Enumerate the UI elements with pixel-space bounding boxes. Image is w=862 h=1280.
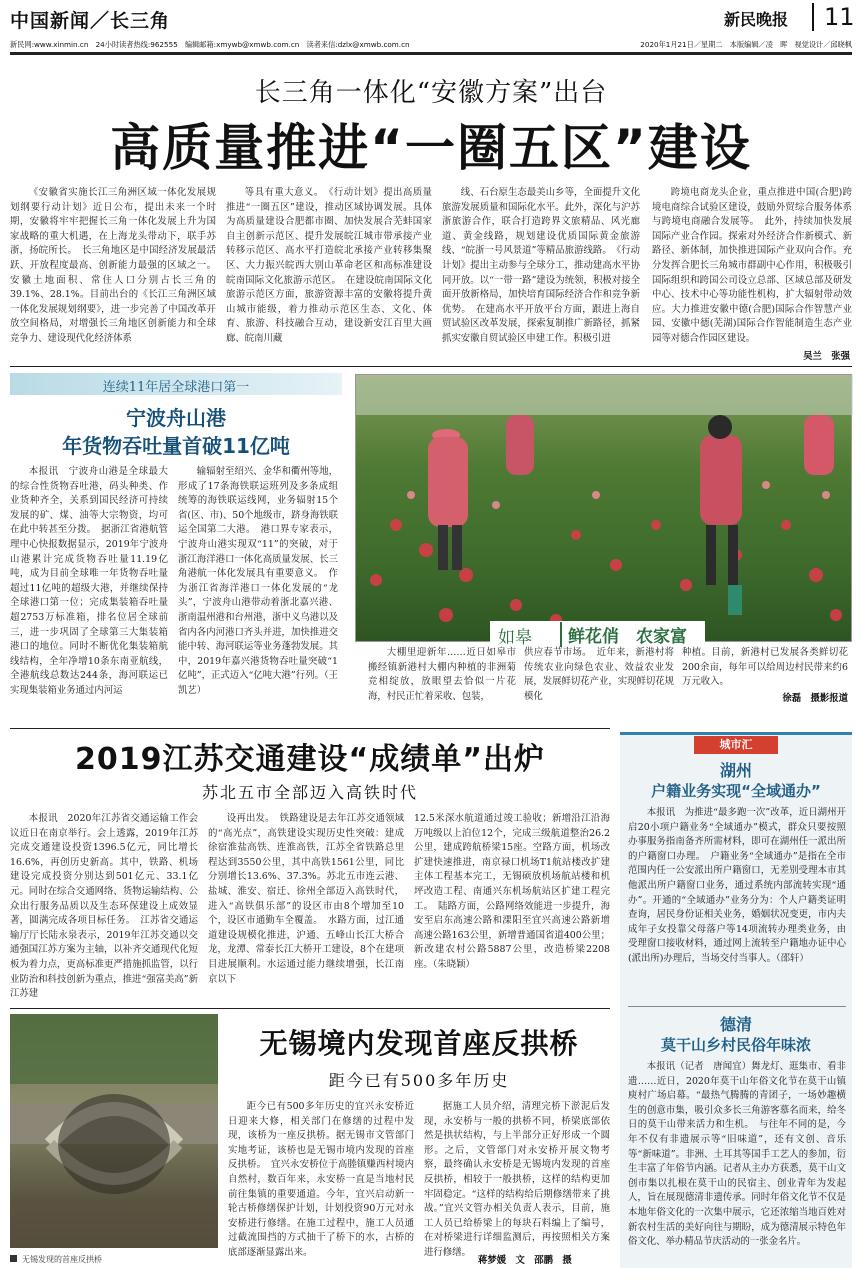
ningbo-headline-line1: 宁波舟山港	[126, 406, 226, 430]
ningbo-column-2: 输辐射至绍兴、金华和衢州等地，形成了17条海铁联运班列及多条成组统筹的海铁联运线网，业务辐射15个省(区、市)、50个地级市，跻身海铁联运全国第二大港。 港口界专家表示，宁波舟山港实现双“11”的突破，对于浙江海洋港口一体化高质量发展、长三角港航一体化发展具有重要意义。 作为浙江省海洋港口一体化发展的“龙头”，宁波舟山港带动着浙北嘉兴港、浙南温州港和台州港，浙中义乌港以及省内各内河港口齐头并进，加快推进交能中转、海河联运等业务蓬勃发展。其中，2019年嘉兴港货物吞吐量突破“1亿吨”，正式迈入“亿吨大港”行列。（王凯艺）	[178, 466, 338, 696]
sidebar-tag: 城市汇	[694, 736, 778, 754]
photo-text-3: 种植。目前，新港村已发展各类鲜切花200余亩，每年可以给周边村民带来约6万元收入。	[682, 647, 848, 688]
jiangsu-subhead: 苏北五市全部迈入高铁时代	[201, 783, 418, 802]
caption-square-icon	[10, 1255, 17, 1262]
huzhou-body: 本报讯 为推进“最多跑一次”改革，近日湖州开启20小项户籍业务“全域通办”模式，群众只要按照办事服务指南备齐所需材料，即可在湖州任一派出所的户籍窗口办理。 户籍业务“全域通办”是指在全市范围内任一公安派出所户籍窗口，无差别受理本市其他派出所户籍窗口业务，通过系统内部流转实现“通办”。开通的“全域通办”业务分为：个人户籍类证明查询，居民身份证相关业务，婚姻状况变更，市内夫成年子女投靠父母落户等14项流转办理类业务，由受理窗口接收材料，通过网上流转至户籍地办证中心(派出所)办理后，当场交付当事人。（邵轩）	[628, 807, 846, 964]
lead-column-3: 线、石台原生态最美山乡等，全面提升文化旅游发展质量和国际化水平。此外，深化与沪苏浙旅游合作，联合打造跨界文旅精品、风光廊道、黄金线路，规划建设优质国际黄金旅游线、“皖浙一号风景道”等精品旅游线路。 《行动计划》提出主动参与全球分工，推动建高水平协同开放。以“一带一路”建设为统领，积极对接全面开放新格局，加快培育国际经济合作和竞争新优势。 在建高水平开放平台方面，跟进上海自贸试验区改革发展，探索复制推广新路径，抓紧抓实安徽自贸试验区申建工作。积极引进	[442, 187, 640, 344]
lead-column-4: 跨境电商龙头企业，重点推进中国(合肥)跨境电商综合试验区建设，鼓励外贸综合服务体系与跨境电商融合发展等。 此外，持续加快发展国际产业合作园。探索对外经济合作新模式、新路径、新体制，加快推进国际产业双向合作。充分发挥合肥长三角城市群副中心作用，积极吸引国际组织和跨国公司设立总部、区域总部及研发中心、技术中心等功能性机构，扩大辐射带动效应。大力推进安徽中德(合肥)国际合作智慧产业园、安徽中德(芜湖)国际合作智能制造生态产业园等对德合作园区建设。	[652, 187, 852, 344]
wuxi-headline: 无锡境内发现首座反拱桥	[259, 1027, 579, 1060]
bridge-photo-caption-text: 无锡发现的首座反拱桥	[22, 1255, 102, 1264]
wuxi-column-2: 据施工人员介绍，清理完桥下淤泥后发现，永安桥与一般的拱桥不同，桥梁底部依然是拱状结构，与上半部分正好形成一个圆形。之后，文管部门对永安桥开展文物考察，最终确认永安桥是无锡境内发现的首座反拱桥，相较于一般拱桥，这样的结构更加牢固稳定。“这样的结构给后期修缮带来了挑战。”宜兴文管办相关负责人表示，目前，施工人员已给桥梁上的每块石料编上了编号，在对桥梁进行详细监测后，再按照相关方案进行修缮。	[424, 1101, 610, 1258]
section-title: 中国新闻／长三角	[10, 10, 171, 32]
wuxi-column-1: 距今已有500多年历史的宜兴永安桥近日迎来大修，相关部门在修缮的过程中发现，该桥为一座反拱桥。据无锡市文管部门实地考证，该桥也是无锡市境内发现的首座反拱桥。 宜兴永安桥位于高塍镇赚西村境内自然村，数百年来，永安桥一直是当地村民前往集镇的重要通道。今年，宜兴启动新一轮古桥修缮保护计划，计划投资90万元对永安桥进行修缮。在施工过程中，施工人员通过截流围挡的方式抽干了桥下的水，古桥的底部逐渐显露出来。	[228, 1101, 414, 1258]
flower-photo	[355, 374, 852, 642]
lead-column-1: 《安徽省实施长江三角洲区域一体化发展规划纲要行动计划》近日公布，提出未来一个时期，安徽将牢牢把握长三角一体化发展上升为国家战略的重大机遇，在上海龙头带动下，联手苏浙，扬皖所长。 长三角地区是中国经济发展最活跃、开放程度最高、创新能力最强的区域之一。安徽土地面积、常住人口分别占长三角的39.1%、28.1%。目前出台的《长江三角洲区域一体化发展规划纲要》，进一步完善了中国改革开放空间格局，对增强长三角地区创新能力和全球竞争力、建设现代化经济体系	[10, 187, 216, 344]
bridge-photo-caption	[10, 1254, 102, 1265]
lead-byline: 吴兰 张强	[803, 351, 850, 362]
photo-text-2: 供应春节市场。 近年来，新港村将传统农业向绿色农业、效益农业发展，发展鲜切花产业，实现鲜切花规模化	[524, 647, 675, 702]
photo-credit: 徐磊 摄影报道	[782, 693, 848, 704]
jiangsu-headline: 2019江苏交通建设“成绩单”出炉	[75, 742, 545, 777]
jiangsu-column-2: 设再出发。 铁路建设是去年江苏交通领域的“高光点”，高铁建设实现历史性突破：建成徐宿淮盐高铁、连淮高铁，江苏全省铁路总里程达到3550公里，其中高铁1561公里，同比分别增长13.6%、37.3%。苏北五市连云港、盐城、淮安、宿迁、徐州全部迈入高铁时代，进入“高铁俱乐部”的设区市由8个增加至10个，设区市通勤车全覆盖。 水路方面，过江通道建设规模化推进，沪通、五峰山长江大桥合龙，龙潭、常泰长江大桥开工建设，8个在建项目进展顺利。水运通过能力继续增强，长江南京以下	[208, 813, 404, 985]
masthead-rule	[10, 52, 852, 55]
bridge-illustration	[10, 1014, 218, 1248]
jiangsu-column-3: 12.5米深水航道通过竣工验收；新增沿江沿海万吨级以上泊位12个，完成三级航道整治26.2公里，建成跨航桥梁15座。空路方面，机场改扩建快速推进，南京禄口机场T1航站楼改扩建主体工程基本完工，无锡硕放机场航站楼和机坪改造工程、南通兴东机场航站区扩建工程完工。 陆路方面，公路网络效能进一步提升，海安至启东高速公路和溧阳至宜兴高速公路新增高速公路163公里，新增普通国省道400公里；新改建农村公路5887公里，改造桥梁2208座。（朱晓颖）	[414, 813, 610, 970]
wuxi-subhead: 距今已有500多年历史	[328, 1071, 510, 1090]
flower-field-illustration	[356, 375, 853, 643]
masthead-info-left: 新民网:www.xinmin.cn 24小时读者热线:962555 编辑邮箱:xmywb@xmwb.com.cn 读者来信:dzlx@xmwb.com.cn	[10, 40, 410, 49]
deqing-title: 莫干山乡村民俗年味浓	[660, 1036, 811, 1054]
lead-headline: 高质量推进“一圈五区”建设	[110, 119, 752, 177]
ningbo-column-1: 本报讯 宁波舟山港是全球最大的综合性货物吞吐港，码头种类、作业货种齐全，关系到国民经济可持续发展的矿、煤、油等大宗物资，均可在此中转甚至分拨。 据浙江省港航管理中心快报数据显示，2019年宁波舟山港累计完成货物吞吐量11.19亿吨，成为目前全球唯一年货物吞吐量超过11亿吨的超级大港，并继续保持全球港口第一位；完成集装箱吞吐量超2753万标准箱，排名位居全球前三，进一步巩固了全球第三大集装箱港口的地位。同时不断优化集装箱航线结构，全年净增10条东南亚航线，全港航线总数达244条，海河联运已实现集装箱业务通过内河运	[10, 466, 168, 696]
masthead-info-right: 2020年1月21日／星期二 本版编辑／凌 晖 视觉设计／邱晓枫	[640, 40, 852, 49]
bridge-photo	[10, 1014, 218, 1248]
ningbo-headline-line2: 年货物吞吐量首破11亿吨	[62, 434, 290, 458]
lead-bottom-rule	[10, 366, 852, 367]
paper-logo: 新民晚报	[724, 10, 789, 29]
photo-caption-location: 如皋	[498, 628, 532, 648]
photo-text-1: 大棚里迎新年……近日如皋市搬经镇新港村大棚内种植的非洲菊竞相绽放，放眼望去恰似一片花海，村民正忙着采收、包装，	[368, 647, 516, 702]
sidebar-divider	[628, 1006, 846, 1007]
lead-column-2: 等具有重大意义。 《行动计划》提出高质量推进“一圈五区”建设，推动区域协调发展。具体为高质量建设合肥都市圈、加快发展合芜蚌国家自主创新示范区、提升发展皖江城市带承接产业转移示范区、高水平打造皖北承接产业转移集聚区、大力振兴皖西大别山革命老区和高标准建设皖南国际文化旅游示范区。 在建设皖南国际文化旅游示范区方面，旅游资源丰富的安徽将提升黄山城市能级，着力推动示范区生态、文化、体育、旅游、科技融合互动，建设新安江百里大画廊、皖南川藏	[226, 187, 432, 344]
page-number: 11	[812, 3, 855, 31]
lead-kicker: 长三角一体化“安徽方案”出台	[254, 78, 608, 108]
mid-rule	[10, 728, 610, 729]
wuxi-byline: 蒋梦媛 文 邵鹏 摄	[478, 1255, 572, 1266]
photo-caption-title: 鲜花俏 农家富	[560, 622, 687, 647]
deqing-city: 德清	[719, 1015, 752, 1034]
lower-rule	[10, 1008, 610, 1009]
huzhou-title: 户籍业务实现“全域通办”	[651, 782, 821, 800]
jiangsu-column-1: 本报讯 2020年江苏省交通运输工作会议近日在南京举行。会上透露，2019年江苏完成交通建设投资1396.5亿元，同比增长16.6%，再创历史新高。其中，铁路、机场建设完成投资分别达到501亿元、33.1亿元。同时在综合交通网络、货物运输结构、公众出行服务品质以及生态环保建设上成效显著，圆满完成各项目标任务。 江苏省交通运输厅厅长陆永泉表示，2019年江苏交通以交通强国江苏方案为主轴，以补齐交通现代化短板为着力点，更高标准更严措施抓监管，以行业防治和科技创新为重点，推进“强富美高”新江苏建	[10, 813, 198, 1000]
deqing-body: 本报讯（记者 唐闻宜）舞龙灯、逛集市、看非遗……近日，2020年莫干山年俗文化节在莫干山镇庾村广场启幕。“最热气腾腾的青团子，一场妙趣横生的创意市集，吸引众多长三角游客慕名而来，给冬日的莫干山带来活力和生机。 与往年不同的是，今年不仅有非遗展示等“旧味道”，还有文创、音乐等“新味道”。非洲、土耳其等国手工艺人的参加，衍生丰富了年俗节内涵。记者从主办方获悉，莫干山文创市集以扎根在莫干山的民宿主、创业青年为发起人，旨在展现德清非遗传承。同时年俗文化节不仅是本地年俗文化的一次集中展示，它还浓缩当地百姓对新农村生活的美好向往与期盼，成为德清展示特色年俗文化、举办精品节庆活动的一张金名片。	[628, 1061, 846, 1248]
huzhou-city: 湖州	[719, 761, 752, 780]
ningbo-kicker: 连续11年居全球港口第一	[102, 380, 250, 395]
